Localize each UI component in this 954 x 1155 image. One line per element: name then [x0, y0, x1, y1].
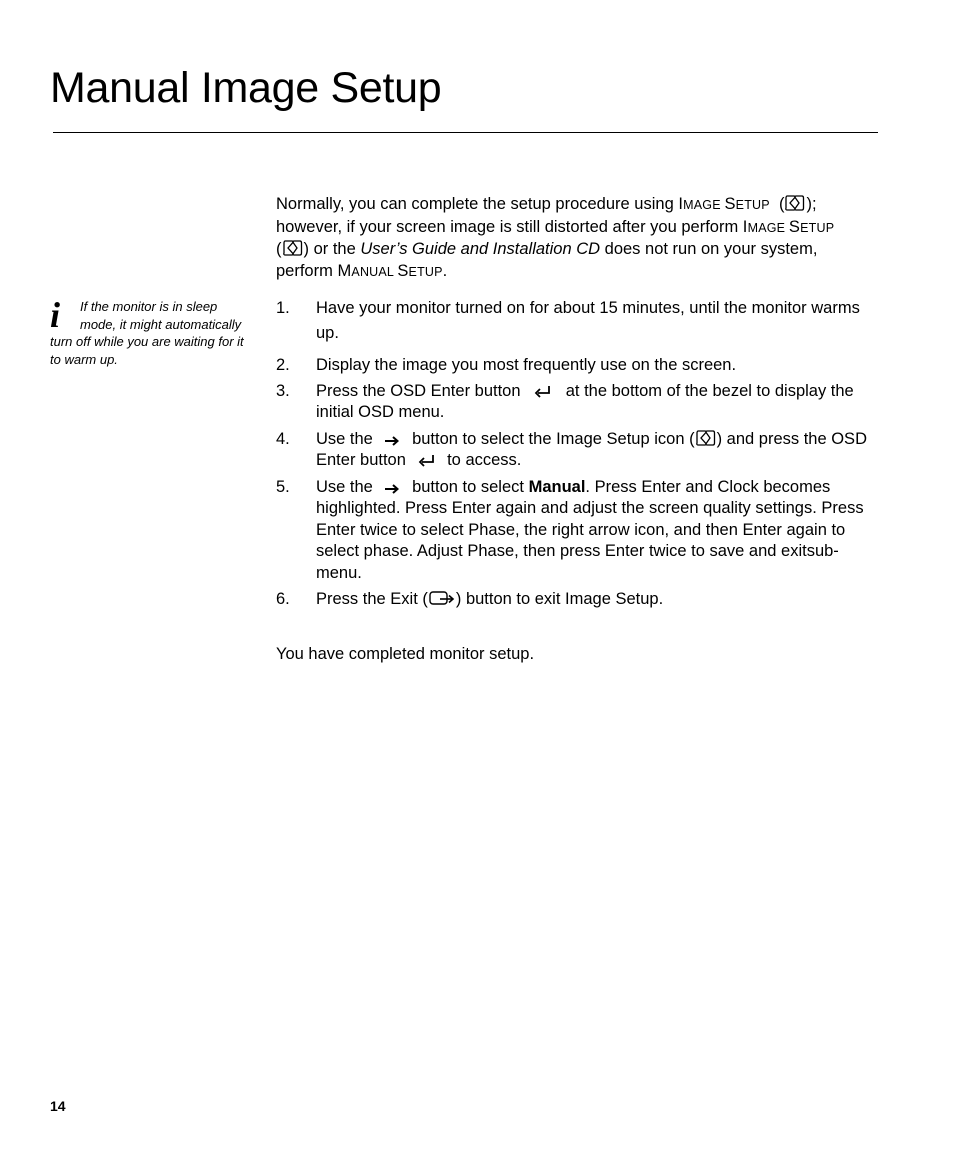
- steps-container: [276, 296, 880, 611]
- page-number: 14: [50, 1098, 66, 1114]
- step-item: [276, 381, 880, 424]
- exit-icon: [428, 589, 456, 607]
- intro-text: .: [442, 261, 448, 280]
- step-text: to access.: [447, 451, 522, 469]
- step-text: Press the OSD Enter button: [316, 381, 521, 400]
- intro-text: does not run on your system,: [604, 240, 818, 258]
- step-item: [276, 429, 880, 472]
- step-number: 5.: [276, 477, 290, 496]
- step-text: Press the Exit (: [316, 590, 428, 608]
- image-setup-label: IMAGE SETUP: [742, 217, 835, 236]
- step-item: [276, 296, 880, 346]
- enter-arrow-icon: [533, 385, 553, 399]
- step-text: button to select: [412, 477, 524, 496]
- step-number: 4.: [276, 429, 290, 448]
- side-note-text: If the monitor is in sleep mode, it might automatically turn off while you are waiting for it to warm up.: [50, 299, 244, 367]
- step-number: 3.: [276, 381, 290, 400]
- steps-list: [276, 296, 880, 611]
- step-item: [276, 589, 880, 611]
- image-setup-icon: [695, 429, 717, 447]
- step-item: [276, 477, 880, 585]
- intro-paragraph: Normally, you can complete the setup procedure using IMAGE SETUP ( ); however, if your screen image is still distorted after you perform IMAGE SETUP ( ) or the User’s Guide and Installation CD does not run on your system, perform MANUAL SETUP.: [276, 195, 835, 280]
- step-text: button to select the Image Setup icon (: [412, 429, 695, 448]
- manual-option: Manual: [528, 477, 586, 496]
- step-text: at the bottom of the bezel to display the initial OSD menu.: [316, 381, 854, 421]
- enter-arrow-icon: [417, 454, 437, 468]
- manual-setup-label: MANUAL SETUP: [337, 261, 443, 280]
- guide-title: User’s Guide and Installation CD: [360, 240, 601, 258]
- step-item: [276, 355, 880, 377]
- title-divider: [53, 132, 878, 133]
- step-text: ) and press the OSD Enter button: [316, 429, 867, 469]
- side-note: [50, 295, 252, 368]
- step-text: Use the: [316, 429, 373, 448]
- image-setup-icon: [282, 239, 304, 257]
- closing-text: You have completed monitor setup.: [276, 645, 535, 663]
- step-number: 2.: [276, 356, 290, 374]
- page-title: Manual Image Setup: [50, 64, 442, 112]
- intro-text: ) or the: [303, 240, 356, 258]
- step-text: ) button to exit Image Setup.: [455, 590, 664, 608]
- step-text: Display the image you most frequently use on the screen.: [316, 356, 737, 374]
- intro-text: );: [806, 195, 817, 213]
- image-setup-icon: [784, 194, 806, 212]
- intro-text: perform: [276, 261, 333, 280]
- right-arrow-icon: [383, 483, 401, 495]
- image-setup-label: IMAGE SETUP: [678, 195, 770, 213]
- right-arrow-icon: [383, 435, 401, 447]
- intro-text: however, if your screen image is still distorted after you perform: [276, 217, 739, 236]
- intro-text: Normally, you can complete the setup procedure using: [276, 195, 674, 213]
- step-text: Have your monitor turned on for about 15 minutes, until the monitor warms up.: [316, 299, 860, 342]
- step-text: Use the: [316, 477, 373, 496]
- step-text: . Press Enter and Clock becomes highlighted. Press Enter again and adjust the screen quality settings. Press Enter twice to select Phase, the right arrow icon, and then Enter again to select phase. Adjust Phase, then press Enter twice to save and exitsub-menu.: [316, 477, 864, 582]
- step-number: 1.: [276, 299, 290, 317]
- info-icon: i: [50, 295, 61, 335]
- step-number: 6.: [276, 590, 290, 608]
